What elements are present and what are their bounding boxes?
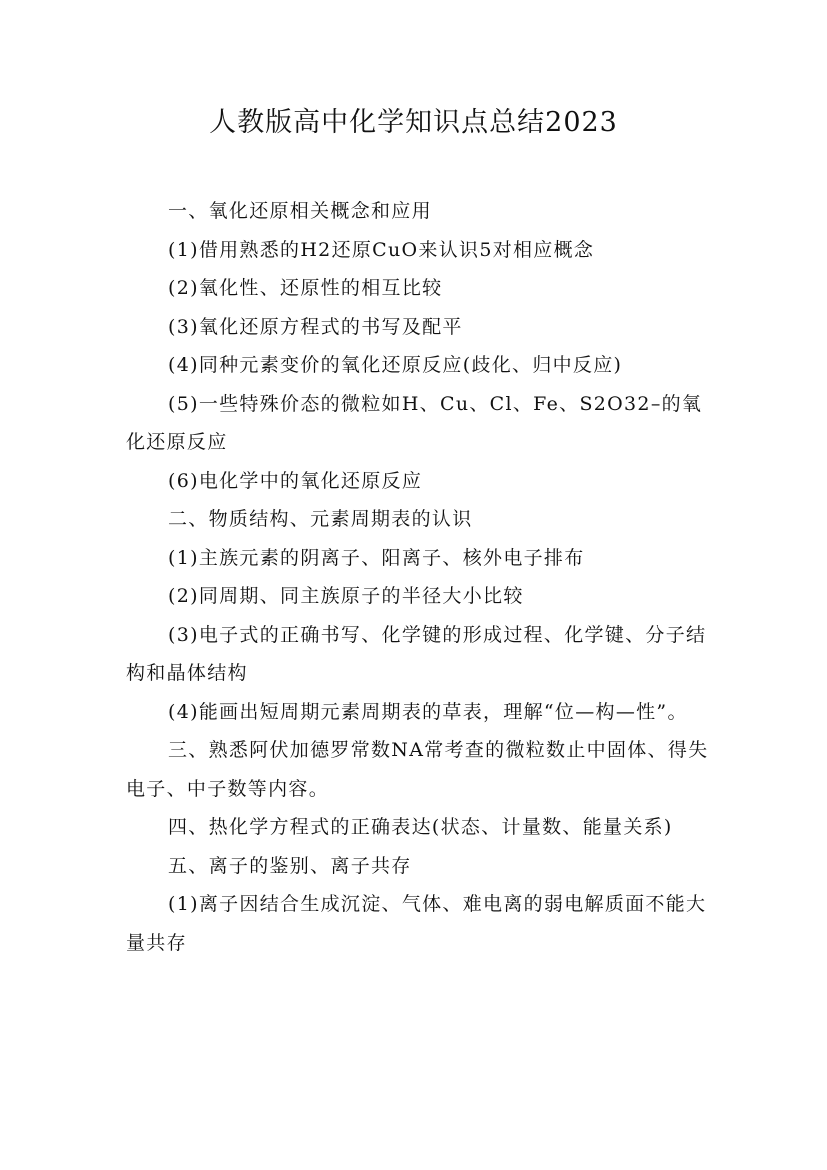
document-title: 人教版高中化学知识点总结2023	[209, 107, 618, 138]
list-item: (5)一些特殊价态的微粒如H、Cu、Cl、Fe、S2O32–的氧化还原反应	[126, 392, 703, 453]
list-item: (2)同周期、同主族原子的半径大小比较	[168, 585, 524, 607]
list-item: (2)氧化性、还原性的相互比较	[168, 277, 443, 299]
section-heading: 五、离子的鉴别、离子共存	[168, 854, 412, 877]
list-item: (1)借用熟悉的H2还原CuO来认识5对相应概念	[168, 238, 595, 261]
list-item: (1)主族元素的阴离子、阳离子、核外电子排布	[168, 546, 585, 569]
list-item: (4)同种元素变价的氧化还原反应(歧化、归中反应)	[168, 354, 623, 376]
list-item: (1)离子因结合生成沉淀、气体、难电离的弱电解质面不能大量共存	[126, 893, 707, 954]
section-heading: 三、熟悉阿伏加德罗常数NA常考查的微粒数止中固体、得失电子、中子数等内容。	[126, 739, 709, 800]
section-heading: 二、物质结构、元素周期表的认识	[168, 508, 473, 530]
list-item: (4)能画出短周期元素周期表的草表，理解“位—构—性”。	[168, 700, 688, 723]
section-heading: 四、热化学方程式的正确表达(状态、计量数、能量关系)	[168, 816, 673, 838]
list-item: (3)电子式的正确书写、化学键的形成过程、化学键、分子结构和晶体结构	[126, 623, 707, 684]
section-heading: 一、氧化还原相关概念和应用	[168, 200, 432, 222]
document-body	[126, 192, 711, 962]
list-item: (3)氧化还原方程式的书写及配平	[168, 315, 463, 338]
list-item: (6)电化学中的氧化还原反应	[168, 469, 423, 492]
